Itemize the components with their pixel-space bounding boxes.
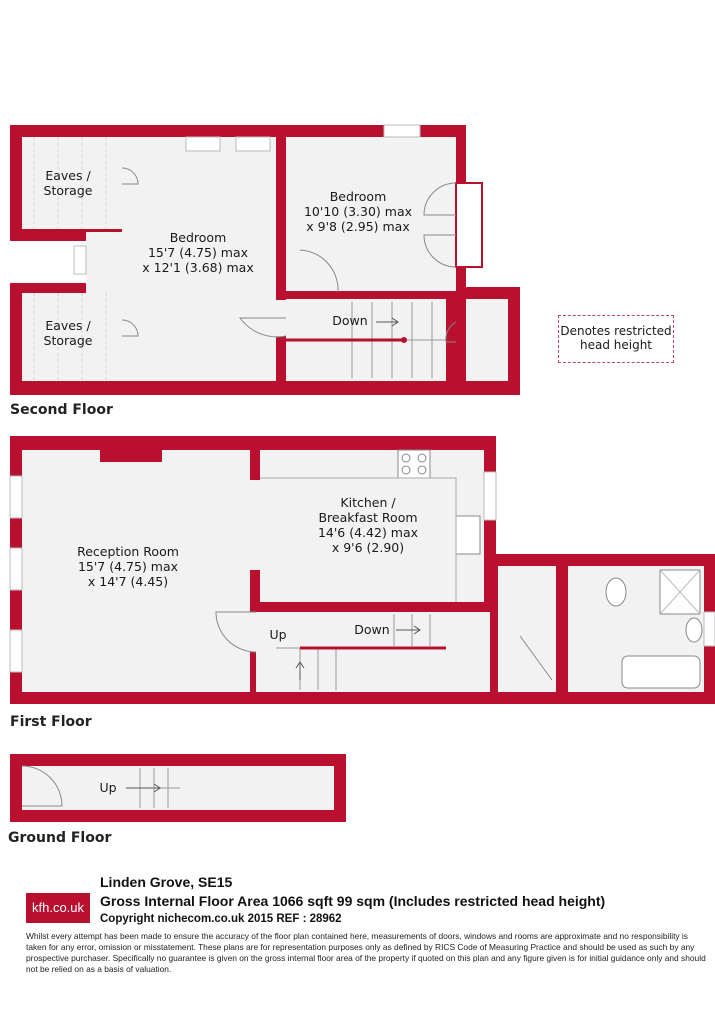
window [704, 612, 715, 646]
disclaimer-text: Whilst every attempt has been made to ensure the accuracy of the floor plan contained here, measurements of doors, windows and rooms are approximate and no responsibility is taken for any error, omission or misstatement. These plans are for representation purposes only as defined by RICS Code of Measuring Practice and should be used as such by any prospective purchaser. Specifically no guarantee is given on the gross internal floor area of the property if quoted on this plan and any figure given is for initial guidance only and should not be relied on as a basis of valuation. [26, 931, 706, 974]
property-address: Linden Grove, SE15 [100, 874, 233, 890]
main-bedroom-alcove [86, 232, 122, 294]
ground-floor-label: Ground Floor [8, 830, 112, 846]
first-floor-stairs-up-label: Up [269, 627, 287, 642]
kfh-logo: kfh.co.uk [26, 893, 90, 923]
bath [622, 656, 700, 688]
stair-newel [401, 337, 407, 343]
first-floor-label: First Floor [10, 714, 92, 730]
kitchen-opening [244, 480, 268, 570]
skylight [236, 137, 270, 151]
window [74, 246, 86, 274]
window [10, 630, 22, 672]
restricted-head-height-legend: Denotes restricted head height [558, 315, 674, 363]
chimney-breast [100, 450, 162, 462]
window [10, 548, 22, 590]
second-floor-stairs-label: Down [332, 313, 368, 328]
kitchen-sink [456, 516, 480, 554]
copyright-ref: Copyright nichecom.co.uk 2015 REF : 28962 [100, 913, 342, 925]
first-floor-stairs-down-label: Down [354, 622, 390, 637]
toilet [606, 578, 626, 606]
skylight [186, 137, 220, 151]
basin [686, 618, 702, 642]
second-floor-label: Second Floor [10, 402, 113, 418]
ground-floor-stairs-label: Up [99, 780, 117, 795]
balcony-window [456, 183, 482, 267]
ground-floor-plan [10, 754, 346, 822]
hob [398, 450, 430, 478]
window [384, 125, 420, 137]
eaves-storage-top-label: Eaves / Storage [43, 168, 93, 198]
bedroom-2-label: Bedroom 10'10 (3.30) max x 9'8 (2.95) max [303, 189, 412, 234]
floor-area: Gross Internal Floor Area 1066 sqft 99 sqm (Includes restricted head height) [100, 893, 606, 909]
window [10, 476, 22, 518]
main-bedroom-label: Bedroom 15'7 (4.75) max x 12'1 (3.68) max [142, 230, 254, 275]
window [484, 472, 496, 520]
kitchen-label: Kitchen / Breakfast Room 14'6 (4.42) max x 9'6 (2.90) [317, 495, 419, 555]
reception-room-label: Reception Room 15'7 (4.75) max x 14'7 (4.45) [77, 544, 179, 589]
annex-cupboard-floor [466, 299, 508, 381]
eaves-storage-bottom-label: Eaves / Storage [43, 318, 93, 348]
